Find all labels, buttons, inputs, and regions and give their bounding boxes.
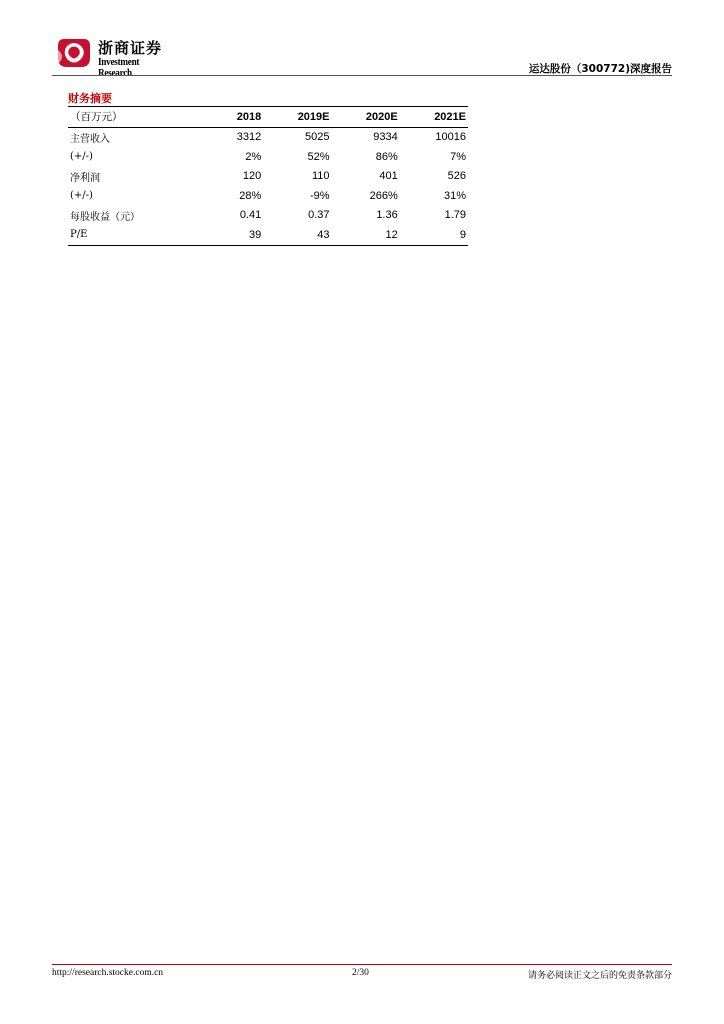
row-label: (+/-) [70, 190, 93, 202]
table-cell: 526 [447, 170, 466, 183]
table-cell: 10016 [435, 131, 466, 144]
table-cell: 43 [317, 228, 330, 241]
table-cell: 12 [385, 228, 398, 241]
row-label: 每股收益（元） [70, 211, 140, 223]
footer-disclaimer: 请务必阅读正文之后的免责条款部分 [527, 971, 672, 981]
table-cell: 401 [379, 170, 398, 183]
table-cell: 39 [249, 228, 262, 241]
table-cell: 9 [459, 228, 466, 241]
table-cell: 110 [311, 170, 330, 183]
footer-url-link[interactable]: http://research.stocke.com.cn [52, 968, 164, 978]
unit-label: （百万元） [70, 111, 123, 124]
table-row [68, 147, 468, 167]
table-row [68, 186, 468, 206]
table-row [68, 225, 468, 245]
header-divider [52, 75, 672, 76]
table-cell: 9334 [373, 131, 398, 144]
table-cell: 5025 [305, 131, 330, 144]
table-cell: -9% [309, 189, 330, 202]
page-number: 2/30 [352, 968, 369, 978]
table-cell: 3312 [236, 131, 262, 144]
table-cell: 7% [450, 150, 466, 163]
report-title: 运达股份（300772)深度报告 [528, 63, 672, 75]
row-label: 主营收入 [70, 133, 110, 145]
row-label: (+/-) [70, 151, 93, 163]
row-label: P/E [70, 229, 88, 241]
logo-emblem-icon [56, 36, 92, 70]
table-cell: 1.79 [444, 209, 466, 222]
table-row [68, 206, 468, 226]
table-cell: 86% [375, 150, 398, 163]
company-logo [56, 36, 176, 79]
footer-divider [52, 964, 672, 965]
column-header: 2020E [365, 110, 398, 123]
row-label: 净利润 [70, 172, 100, 184]
column-header: 2018 [236, 110, 262, 123]
table-cell: 52% [307, 150, 330, 163]
table-cell: 1.36 [376, 209, 398, 222]
logo-chinese-text: 浙商证券 [98, 39, 163, 57]
table-cell: 266% [369, 189, 398, 202]
logo-english-text: Investment Research [98, 57, 140, 79]
table-cell: 2% [245, 150, 262, 163]
table-row [68, 167, 468, 187]
column-header: 2019E [297, 110, 330, 123]
column-header: 2021E [434, 110, 466, 123]
table-row [68, 127, 468, 147]
table-cell: 0.37 [308, 209, 330, 222]
financial-summary-table [68, 106, 468, 246]
table-cell: 31% [443, 189, 466, 202]
table-cell: 0.41 [239, 209, 262, 222]
table-header-row [68, 107, 468, 128]
table-cell: 28% [239, 189, 262, 202]
table-cell: 120 [242, 170, 262, 183]
section-title: 财务摘要 [68, 92, 112, 105]
